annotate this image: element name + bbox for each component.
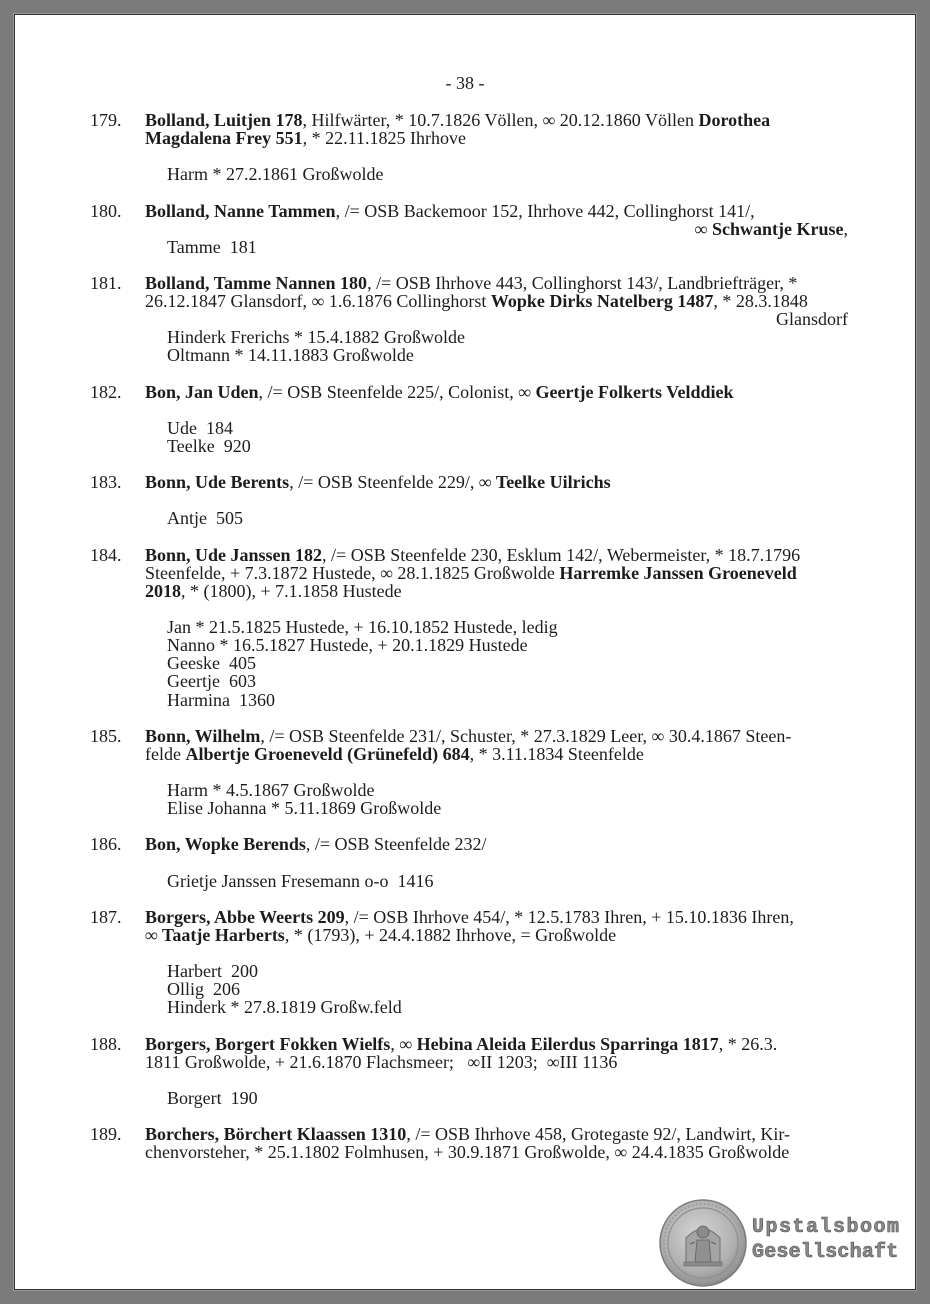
entry-line — [145, 220, 848, 238]
spouse-name: Magdalena Frey 551 — [145, 128, 303, 149]
entry-details: Steenfelde, + 7.3.1872 Hustede, ∞ 28.1.1825 Großwolde — [145, 562, 560, 583]
entry-line — [145, 129, 848, 147]
entry-details: chenvorsteher, * 25.1.1802 Folmhusen, + 30.9.1871 Großwolde, ∞ 24.4.1835 Großwolde — [145, 1142, 790, 1163]
spouse-name: Dorothea — [698, 110, 771, 130]
entry-183 — [90, 473, 848, 527]
entry-details: , /= OSB Steenfelde 225/, Colonist, — [258, 381, 519, 402]
spouse-name: 2018 — [145, 580, 181, 601]
entry-line — [145, 835, 848, 853]
entry-line — [145, 727, 848, 745]
society-name-line-1: Upstalsboom — [752, 1216, 901, 1239]
entry-details: Glansdorf — [776, 309, 848, 330]
entry-details: , /= OSB Ihrhove 443, Collinghorst 143/, Landbriefträger, * — [367, 272, 798, 293]
person-name: Bon, Jan Uden — [145, 381, 259, 402]
children-list — [145, 238, 848, 256]
children-list — [145, 509, 848, 527]
spouse-name: ∞ Taatje Harberts — [145, 924, 285, 945]
entry-details: , * 22.11.1825 Ihrhove — [302, 128, 466, 149]
entry-line — [145, 310, 848, 328]
entry-181 — [90, 274, 848, 365]
entry-details: , /= OSB Steenfelde 229/, — [289, 472, 479, 493]
entry-189 — [90, 1125, 848, 1161]
child-item: Elise Johanna * 5.11.1869 Großwolde — [167, 798, 442, 819]
entry-179 — [90, 111, 848, 183]
entry-line — [145, 202, 848, 220]
person-name: Bolland, Luitjen 178 — [145, 110, 303, 130]
page-number: - 38 - — [445, 73, 485, 93]
entry-details: 26.12.1847 Glansdorf, ∞ 1.6.1876 Collinghorst — [145, 291, 491, 312]
child-item: Ude 184 — [167, 417, 233, 438]
entry-details: , Hilfwärter, * 10.7.1826 Völlen, ∞ 20.12.1860 Völlen — [302, 110, 699, 130]
entry-line — [145, 383, 848, 401]
entry-line — [145, 745, 848, 763]
genealogy-entries — [90, 111, 848, 1179]
entry-details: , * (1800), + 7.1.1858 Hustede — [181, 580, 402, 601]
entry-188 — [90, 1035, 848, 1107]
children-list — [145, 419, 848, 455]
spouse-name: ∞ Schwantje Kruse — [694, 218, 844, 239]
child-item: Geeske 405 — [167, 653, 256, 674]
spouse-name: ∞ Hebina Aleida Eilerdus Sparringa 1817 — [399, 1033, 719, 1054]
spouse-name: ∞ Geertje Folkerts Velddiek — [518, 381, 734, 402]
person-name: Bonn, Wilhelm — [145, 725, 261, 746]
child-item: Hinderk Frerichs * 15.4.1882 Großwolde — [167, 327, 465, 348]
person-name: Bolland, Tamme Nannen 180 — [145, 272, 368, 293]
society-name-line-2: Gesellschaft — [752, 1241, 899, 1264]
entry-details: , /= OSB Ihrhove 458, Grotegaste 92/, Landwirt, Kir- — [406, 1124, 791, 1145]
entry-line — [145, 908, 848, 926]
entry-182 — [90, 383, 848, 455]
entry-line — [145, 292, 848, 310]
entry-details: , * 3.11.1834 Steenfelde — [469, 743, 644, 764]
spouse-name: Wopke Dirks Natelberg 1487 — [490, 291, 714, 312]
entry-line — [145, 274, 848, 292]
entry-number: 182. — [90, 381, 122, 402]
entry-details: , /= OSB Backemoor 152, Ihrhove 442, Collinghorst 141/, — [335, 200, 755, 221]
person-name: Borgers, Borgert Fokken Wielfs — [145, 1033, 391, 1054]
entry-line — [145, 1053, 848, 1071]
child-item: Antje 505 — [167, 508, 243, 529]
children-list — [145, 618, 848, 709]
entry-number: 187. — [90, 906, 122, 927]
child-item: Harbert 200 — [167, 961, 258, 982]
entry-180 — [90, 202, 848, 256]
entry-details: , /= OSB Steenfelde 230, Esklum 142/, Webermeister, * 18.7.1796 — [322, 544, 801, 565]
entry-details: , — [843, 218, 848, 239]
entry-number: 189. — [90, 1124, 122, 1145]
entry-line — [145, 546, 848, 564]
children-list — [145, 328, 848, 364]
child-item: Geertje 603 — [167, 671, 256, 692]
child-item: Borgert 190 — [167, 1087, 258, 1108]
child-item: Hinderk * 27.8.1819 Großw.feld — [167, 997, 402, 1018]
children-list — [145, 1089, 848, 1107]
entry-number: 183. — [90, 472, 122, 493]
child-item: Grietje Janssen Fresemann o-o 1416 — [167, 870, 434, 891]
person-name: Bonn, Ude Janssen 182 — [145, 544, 323, 565]
entry-line — [145, 1143, 848, 1161]
entry-line — [145, 1125, 848, 1143]
entry-number: 186. — [90, 834, 122, 855]
entry-details: , /= OSB Steenfelde 231/, Schuster, * 27.3.1829 Leer, ∞ 30.4.1867 Steen- — [260, 725, 792, 746]
entry-number: 181. — [90, 272, 122, 293]
entry-details: 1811 Großwolde, + 21.6.1870 Flachsmeer; ∞II 1203; ∞III 1136 — [145, 1051, 618, 1072]
child-item: Harmina 1360 — [167, 689, 275, 710]
entry-details: , * 26.3. — [718, 1033, 778, 1054]
person-name: Bon, Wopke Berends — [145, 834, 306, 855]
child-item: Jan * 21.5.1825 Hustede, + 16.10.1852 Hustede, ledig — [167, 617, 558, 638]
person-name: Bonn, Ude Berents — [145, 472, 290, 493]
entry-number: 185. — [90, 725, 122, 746]
entry-details: felde — [145, 743, 186, 764]
entry-184 — [90, 546, 848, 709]
entry-details: , /= OSB Steenfelde 232/ — [305, 834, 487, 855]
child-item: Tamme 181 — [167, 236, 257, 257]
entry-line — [145, 1035, 848, 1053]
entry-number: 188. — [90, 1033, 122, 1054]
person-name: Borchers, Börchert Klaassen 1310 — [145, 1124, 407, 1145]
child-item: Oltmann * 14.11.1883 Großwolde — [167, 345, 414, 366]
entry-line — [145, 564, 848, 582]
entry-details: , /= OSB Ihrhove 454/, * 12.5.1783 Ihren, + 15.10.1836 Ihren, — [344, 906, 794, 927]
child-item: Ollig 206 — [167, 979, 241, 1000]
spouse-name: ∞ Teelke Uilrichs — [478, 472, 611, 493]
child-item: Harm * 4.5.1867 Großwolde — [167, 780, 375, 801]
seal-icon — [658, 1198, 748, 1288]
entry-number: 179. — [90, 110, 122, 130]
spouse-name: Harremke Janssen Groeneveld — [559, 562, 797, 583]
entry-details: , — [390, 1033, 400, 1054]
person-name: Bolland, Nanne Tammen — [145, 200, 336, 221]
entry-line — [145, 473, 848, 491]
entry-185 — [90, 727, 848, 818]
person-name: Borgers, Abbe Weerts 209 — [145, 906, 345, 927]
child-item: Nanno * 16.5.1827 Hustede, + 20.1.1829 Hustede — [167, 635, 528, 656]
entry-line — [145, 926, 848, 944]
child-item: Teelke 920 — [167, 435, 251, 456]
children-list — [145, 962, 848, 1016]
entry-187 — [90, 908, 848, 1017]
entry-details: , * (1793), + 24.4.1882 Ihrhove, = Großwolde — [284, 924, 617, 945]
child-item: Harm * 27.2.1861 Großwolde — [167, 164, 384, 185]
entry-186 — [90, 835, 848, 889]
children-list — [145, 781, 848, 817]
entry-details: , * 28.3.1848 — [713, 291, 808, 312]
entry-number: 184. — [90, 544, 122, 565]
entry-line — [145, 111, 848, 129]
entry-number: 180. — [90, 200, 122, 221]
spouse-name: Albertje Groeneveld (Grünefeld) 684 — [185, 743, 470, 764]
entry-line — [145, 582, 848, 600]
children-list — [145, 872, 848, 890]
children-list — [145, 165, 848, 183]
